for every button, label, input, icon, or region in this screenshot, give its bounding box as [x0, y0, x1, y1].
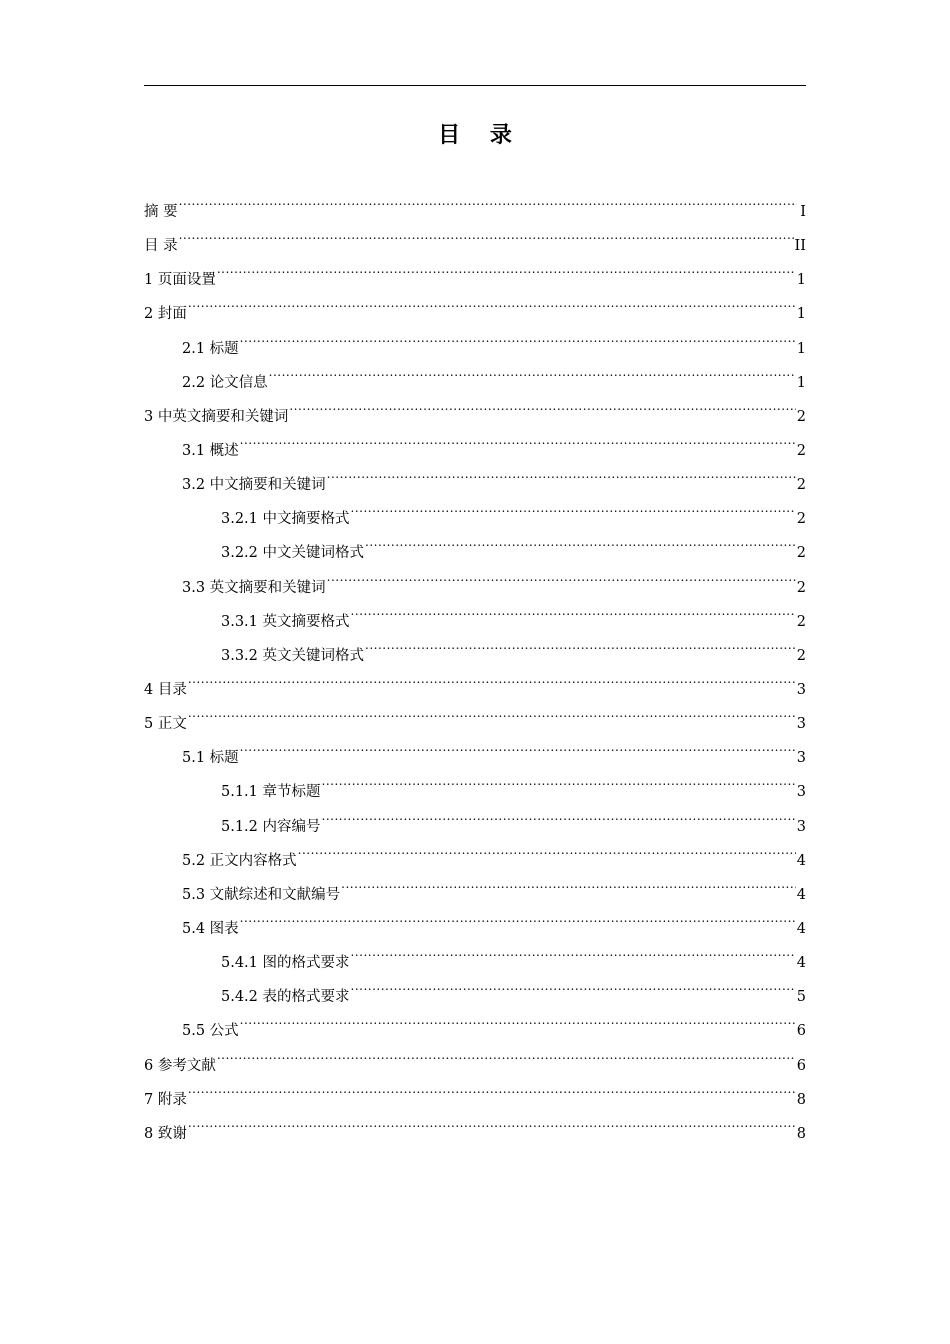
toc-entry-page-number: 8: [796, 1125, 806, 1142]
toc-entry-label: 5.1 标题: [182, 750, 239, 767]
toc-dot-leader: [217, 250, 796, 284]
toc-entry-page-number: 2: [796, 647, 806, 664]
toc-dot-leader: [179, 182, 797, 216]
toc-entry-label: 3.2 中文摘要和关键词: [182, 477, 326, 494]
toc-entry-label: 3.1 概述: [182, 442, 239, 459]
toc-entry-page-number: 3: [796, 818, 806, 835]
toc-dot-leader: [217, 1036, 796, 1070]
toc-entry-label: 5.5 公式: [182, 1023, 239, 1040]
toc-dot-leader: [327, 558, 796, 592]
toc-dot-leader: [351, 967, 796, 1001]
toc-entry-page-number: 6: [796, 1023, 806, 1040]
toc-dot-leader: [188, 694, 796, 728]
toc-entry-label: 8 致谢: [144, 1125, 187, 1142]
toc-entry-page-number: 6: [796, 1057, 806, 1074]
toc-entry-label: 5.4.1 图的格式要求: [221, 955, 350, 972]
toc-title: 目 录: [438, 123, 523, 148]
toc-entry[interactable]: [144, 899, 806, 937]
toc-entry-page-number: 2: [796, 442, 806, 459]
toc-dot-leader: [188, 1104, 796, 1138]
toc-dot-leader: [240, 319, 796, 353]
toc-dot-leader: [289, 387, 795, 421]
toc-entry-label: 5.1.1 章节标题: [221, 784, 321, 801]
toc-entry-label: 3.3 英文摘要和关键词: [182, 579, 326, 596]
toc-entry[interactable]: [144, 660, 806, 698]
toc-entry-label: 3.3.1 英文摘要格式: [221, 613, 350, 630]
toc-dot-leader: [365, 626, 796, 660]
toc-dot-leader: [188, 284, 796, 318]
toc-dot-leader: [188, 1070, 796, 1104]
toc-entry-page-number: 4: [796, 955, 806, 972]
toc-entry[interactable]: [144, 1070, 806, 1108]
toc-entry-page-number: 2: [796, 545, 806, 562]
toc-dot-leader: [351, 489, 796, 523]
toc-entry[interactable]: [144, 694, 806, 733]
toc-entry-page-number: I: [800, 204, 806, 220]
toc-entry[interactable]: [144, 250, 806, 289]
toc-dot-leader: [188, 660, 796, 694]
toc-entry[interactable]: [144, 1104, 806, 1142]
toc-entry-label: 5.4.2 表的格式要求: [221, 989, 350, 1006]
toc-entry-page-number: 4: [796, 852, 806, 869]
toc-entry-page-number: 1: [796, 374, 806, 391]
toc-entry[interactable]: [144, 182, 806, 220]
toc-dot-leader: [341, 865, 796, 899]
toc-entry-page-number: 1: [796, 306, 806, 323]
toc-entry-label: 2.1 标题: [182, 340, 239, 357]
toc-dot-leader: [240, 421, 796, 455]
toc-entry-page-number: 3: [796, 681, 806, 698]
toc-entry-page-number: 8: [796, 1091, 806, 1108]
toc-entry-page-number: 4: [796, 920, 806, 937]
toc-dot-leader: [269, 353, 796, 387]
toc-entry-page-number: 5: [796, 989, 806, 1006]
toc-entry[interactable]: [144, 762, 806, 801]
toc-entry-label: 4 目录: [144, 681, 187, 698]
toc-entry[interactable]: [144, 284, 806, 323]
toc-entry-label: 5.3 文献综述和文献编号: [182, 886, 341, 903]
toc-entry-label: 6 参考文献: [144, 1057, 216, 1074]
toc-entry-page-number: 4: [796, 886, 806, 903]
toc-dot-leader: [240, 1001, 796, 1035]
toc-entry-label: 7 附录: [144, 1091, 187, 1108]
toc-entry-page-number: 2: [796, 511, 806, 528]
toc-dot-leader: [351, 592, 796, 626]
toc-entry-page-number: 3: [796, 784, 806, 801]
toc-dot-leader: [322, 762, 796, 796]
toc-entry-label: 5 正文: [144, 716, 187, 733]
toc-entry-page-number: II: [794, 238, 806, 255]
toc-entry[interactable]: [144, 1036, 806, 1074]
toc-entry[interactable]: [144, 1001, 806, 1040]
toc-entry[interactable]: [144, 319, 806, 357]
header-rule: [144, 85, 806, 86]
toc-dot-leader: [240, 899, 796, 933]
toc-entry-page-number: 3: [796, 716, 806, 733]
toc-entry-label: 2 封面: [144, 306, 187, 323]
toc-entry-page-number: 2: [796, 477, 806, 494]
toc-entry-page-number: 1: [796, 340, 806, 357]
toc-entry-page-number: 2: [796, 408, 806, 425]
toc-entry[interactable]: [144, 353, 806, 391]
table-of-contents: [144, 182, 806, 1142]
toc-entry-label: 目 录: [144, 238, 178, 255]
toc-entry-label: 3.2.1 中文摘要格式: [221, 511, 350, 528]
toc-entry-page-number: 2: [796, 613, 806, 630]
toc-entry-page-number: 1: [796, 272, 806, 289]
toc-entry-label: 5.1.2 内容编号: [221, 818, 321, 835]
toc-entry[interactable]: [144, 455, 806, 494]
toc-entry-label: 3.2.2 中文关键词格式: [221, 545, 365, 562]
toc-entry[interactable]: [144, 933, 806, 972]
toc-entry-label: 摘 要: [144, 204, 178, 220]
toc-entry[interactable]: [144, 216, 806, 255]
toc-dot-leader: [327, 455, 796, 489]
toc-dot-leader: [298, 831, 796, 865]
toc-entry-label: 2.2 论文信息: [182, 374, 268, 391]
toc-dot-leader: [351, 933, 796, 967]
toc-entry-label: 5.4 图表: [182, 920, 239, 937]
toc-entry-label: 3.3.2 英文关键词格式: [221, 647, 365, 664]
toc-entry-label: 3 中英文摘要和关键词: [144, 408, 289, 425]
toc-entry-page-number: 2: [796, 579, 806, 596]
toc-entry-page-number: 3: [796, 750, 806, 767]
toc-entry-label: 5.2 正文内容格式: [182, 852, 297, 869]
toc-dot-leader: [240, 728, 796, 762]
toc-dot-leader: [322, 797, 796, 831]
toc-entry-label: 1 页面设置: [144, 272, 216, 289]
toc-entry[interactable]: [144, 421, 806, 459]
toc-dot-leader: [179, 216, 794, 250]
toc-dot-leader: [365, 523, 796, 557]
toc-entry[interactable]: [144, 728, 806, 767]
